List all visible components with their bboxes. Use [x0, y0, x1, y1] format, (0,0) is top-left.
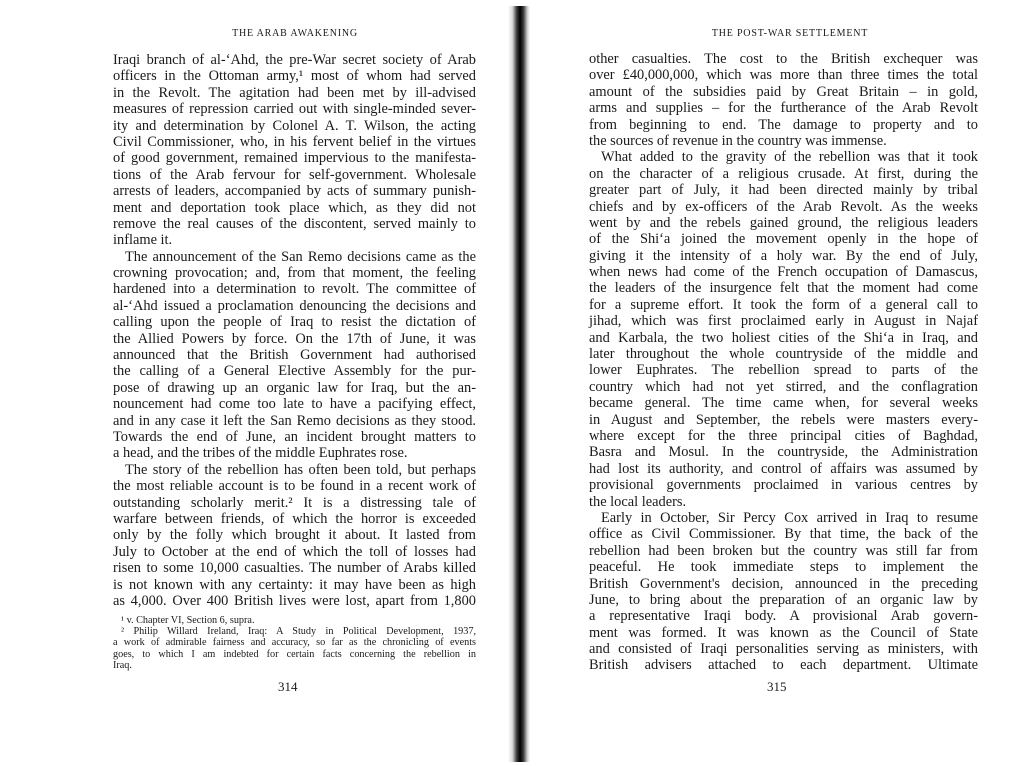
text-line: The announcement of the San Remo decisions came as the — [125, 248, 476, 265]
text-line: The story of the rebellion has often been told, but perhaps — [125, 461, 476, 478]
text-line: Basra and Mosul. In the countryside, the Administration — [589, 444, 978, 461]
text-line: for a supreme effort. It took the form of a general call to — [589, 296, 978, 313]
text-line: al-‘Ahd issued a proclamation denouncing the decisions and — [113, 297, 476, 314]
text-line: became general. The time came when, for several weeks — [589, 395, 978, 412]
text-line: the Allied Powers by force. On the 17th of June, it was — [113, 330, 476, 347]
text-line: ment and deportation took place which, as they did not — [113, 199, 476, 216]
footnote-line: goes, to which I am indebted for certain facts concerning the rebellion in — [113, 648, 476, 660]
text-line: ity and determination by Colonel A. T. Wilson, the acting — [113, 117, 476, 134]
text-line: the most reliable account is to be found in a recent work of — [113, 478, 476, 495]
text-line: peaceful. He took immediate steps to implement the — [589, 559, 978, 576]
text-line: pose of drawing up an organic law for Iraq, but the an- — [113, 379, 476, 396]
text-line: later throughout the whole countryside of the middle and — [589, 346, 978, 363]
running-head: THE ARAB AWAKENING — [232, 28, 358, 39]
text-line: remove the real causes of the discontent, served mainly to — [113, 215, 476, 232]
text-line: over £40,000,000, which was more than three times the total — [589, 67, 978, 84]
page-number: 314 — [278, 679, 298, 694]
text-line: office as Civil Commissioner. By that time, the back of the — [589, 526, 978, 543]
text-line: of the Shi‘a joined the movement openly in the hope of — [589, 231, 978, 248]
text-line: arms and supplies – for the furtherance of the Arab Revolt — [589, 100, 978, 117]
text-line: calling upon the people of Iraq to resist the dictation of — [113, 314, 476, 331]
footnotes — [113, 615, 476, 671]
left-page — [0, 0, 512, 766]
text-line: the local leaders. — [589, 493, 687, 510]
text-line: went by and the rebels gained ground, the religious leaders — [589, 214, 978, 231]
footnote-line: ¹ v. Chapter VI, Section 6, supra. — [121, 615, 255, 626]
text-line: other casualties. The cost to the British exchequer was — [589, 51, 978, 67]
body-text — [589, 51, 978, 674]
text-line: July to October at the end of which the toll of losses had — [113, 543, 476, 560]
text-line: the sources of revenue in the country was immense. — [589, 132, 887, 149]
text-line: of good government, remained impervious to the manifesta- — [113, 150, 476, 167]
text-line: crowning provocation; and, from that moment, the feeling — [113, 265, 476, 282]
text-line: amount of the subsidies paid by Great Britain – in gold, — [589, 83, 978, 100]
text-line: country which had not yet stirred, and the conflagration — [589, 378, 978, 395]
text-line: is not known with any certainty: it may have been as high — [113, 576, 476, 593]
text-line: the leaders of the insurgence felt that the moment had come — [589, 280, 978, 297]
text-line: on the character of a religious crusade. At first, during the — [589, 165, 978, 182]
text-line: risen to some 10,000 casualties. The number of Arabs killed — [113, 560, 476, 577]
footnote-line: Iraq. — [113, 659, 132, 671]
text-line: from beginning to end. The damage to property and to — [589, 116, 978, 133]
footnote-line: a work of admirable fairness and accuracy, so far as the chronicling of events — [113, 637, 476, 649]
text-line: and Karbala, the two holiest cities of the Shi‘a in Iraq, and — [589, 329, 978, 346]
text-line: tions of the Arab fervour for self-government. Wholesale — [113, 166, 476, 183]
text-line: Early in October, Sir Percy Cox arrived in Iraq to resume — [601, 509, 978, 526]
text-line: greater part of July, it had been directed mainly by tribal — [589, 182, 978, 199]
right-page — [514, 0, 1030, 766]
text-line: Towards the end of June, an incident brought matters to — [113, 428, 476, 445]
text-line: nouncement had come too late to have a pacifying effect, — [113, 396, 476, 413]
text-line: inflame it. — [113, 232, 173, 249]
text-line: What added to the gravity of the rebellion was that it took — [601, 149, 978, 166]
text-line: lower Euphrates. The rebellion spread to parts of the — [589, 362, 978, 379]
text-line: measures of repression carried out with single-minded sever- — [113, 101, 476, 118]
text-line: as 4,000. Over 400 British lives were lost, apart from 1,800 — [113, 592, 476, 609]
footnote-line: ² Philip Willard Ireland, Iraq: A Study in Political Development, 1937, — [121, 626, 476, 638]
text-line: ment was formed. It was known as the Council of State — [589, 624, 978, 641]
text-line: British Government's decision, announced in the preceding — [589, 575, 978, 592]
text-line: Civil Commissioner, who, in his fervent belief in the virtues — [113, 133, 476, 150]
text-line: outstanding scholarly merit.² It is a distressing tale of — [113, 494, 476, 511]
text-line: the calling of a General Elective Assembly for the pur- — [113, 363, 476, 380]
text-line: officers in the Ottoman army,¹ most of whom had served — [113, 68, 476, 85]
text-line: hardened into a determination to revolt. The committee of — [113, 281, 476, 298]
text-line: jihad, which was first proclaimed early in August in Najaf — [589, 313, 978, 330]
text-line: and in any case it left the San Remo decisions as they stood. — [113, 412, 476, 429]
text-line: a representative Iraqi body. A provisional Arab govern- — [589, 608, 978, 625]
text-line: in the Revolt. The agitation had been met by ill-advised — [113, 84, 476, 101]
text-line: where except for the three principal cities of Baghdad, — [589, 427, 978, 444]
text-line: only by the folly which brought it about. It lasted from — [113, 527, 476, 544]
text-line: when news had come of the French occupation of Damascus, — [589, 264, 978, 281]
text-line: a head, and the tribes of the middle Euphrates rose. — [113, 445, 408, 462]
running-head: THE POST-WAR SETTLEMENT — [711, 28, 869, 39]
text-line: chiefs and by ex-officers of the Arab Revolt. As the weeks — [589, 198, 978, 215]
text-line: Iraqi branch of al-‘Ahd, the pre-War secret society of Arab — [113, 52, 476, 68]
text-line: giving it the intensity of a holy war. By the end of July, — [589, 247, 978, 264]
body-text — [113, 52, 476, 609]
text-line: June, to bring about the preparation of an organic law by — [589, 591, 978, 608]
text-line: rebellion had been broken but the country was still far from — [589, 542, 978, 559]
text-line: provisional governments proclaimed in various centres by — [589, 477, 978, 494]
text-line: had lost its authority, and control of affairs was assumed by — [589, 460, 978, 477]
text-line: warfare between friends, of which the horror is exceeded — [113, 510, 476, 527]
text-line: in August and September, the rebels were masters every- — [589, 411, 978, 428]
text-line: and consisted of Iraqi personalities serving as ministers, with — [589, 641, 978, 658]
page-number: 315 — [767, 679, 787, 694]
text-line: British advisers attached to each department. Ultimate — [589, 657, 978, 674]
text-line: announced that the British Government had authorised — [113, 347, 476, 364]
text-line: arrests of leaders, accompanied by acts of summary punish- — [113, 183, 476, 200]
